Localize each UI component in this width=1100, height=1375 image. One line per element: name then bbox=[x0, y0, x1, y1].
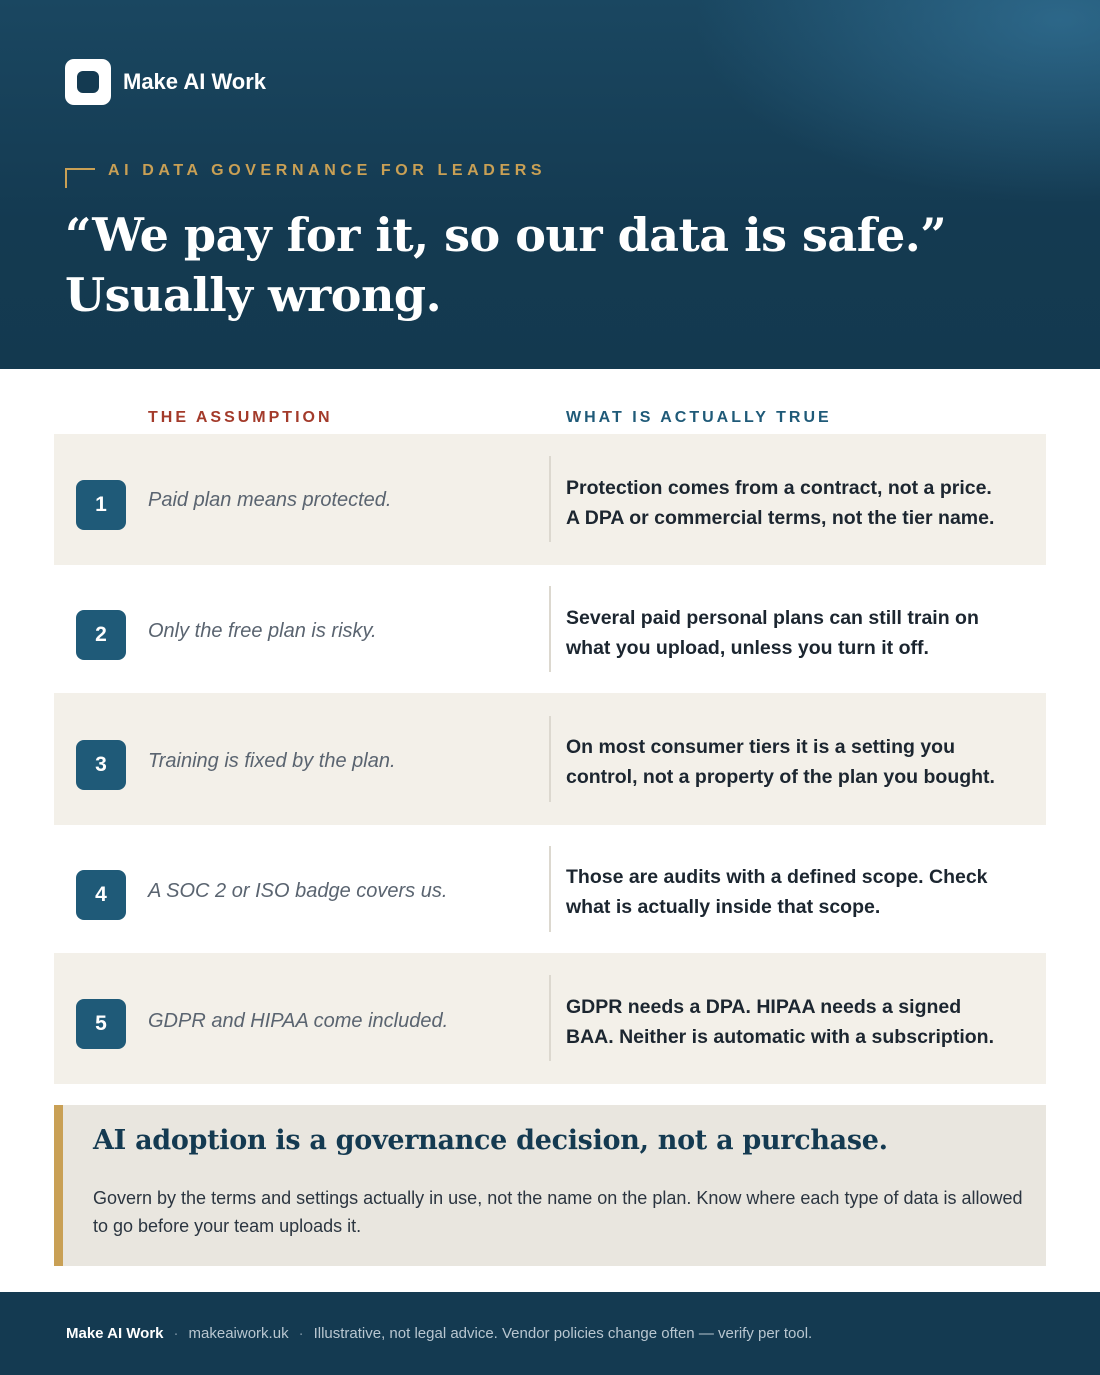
assumption-text: Training is fixed by the plan. bbox=[148, 750, 396, 772]
row-divider bbox=[549, 456, 551, 542]
row-divider bbox=[549, 716, 551, 802]
row-number-badge: 1 bbox=[76, 480, 126, 530]
footer-separator: · bbox=[298, 1325, 304, 1342]
row-number-badge: 2 bbox=[76, 610, 126, 660]
table-row bbox=[54, 565, 1046, 693]
truth-text bbox=[566, 992, 1036, 1052]
eyebrow bbox=[65, 162, 546, 188]
callout-body: Govern by the terms and settings actually in use, not the name on the plan. Know where each type of data is allowed to go before your team uploads it. bbox=[93, 1188, 1023, 1236]
table-row bbox=[54, 953, 1046, 1084]
corner-bracket-icon bbox=[65, 168, 95, 188]
row-number-badge: 3 bbox=[76, 740, 126, 790]
assumption-text: GDPR and HIPAA come included. bbox=[148, 1010, 449, 1032]
truth-line: control, not a property of the plan you bought. bbox=[566, 766, 995, 788]
eyebrow-text: AI DATA GOVERNANCE FOR LEADERS bbox=[108, 162, 547, 179]
row-divider bbox=[549, 975, 551, 1061]
brand[interactable] bbox=[65, 59, 266, 105]
brand-logo-icon bbox=[65, 59, 111, 105]
footer-brand: Make AI Work bbox=[66, 1325, 164, 1342]
column-header-truth: WHAT IS ACTUALLY TRUE bbox=[566, 409, 832, 426]
row-number-badge: 5 bbox=[76, 999, 126, 1049]
key-takeaway-callout bbox=[54, 1105, 1046, 1266]
footer-separator: · bbox=[173, 1325, 179, 1342]
footer-line bbox=[66, 1325, 812, 1342]
truth-text bbox=[566, 473, 1036, 533]
footer-site-link[interactable]: makeaiwork.uk bbox=[188, 1325, 289, 1342]
table-row bbox=[54, 434, 1046, 565]
assumption-text: Paid plan means protected. bbox=[148, 489, 392, 511]
page-header bbox=[0, 0, 1100, 369]
truth-line: On most consumer tiers it is a setting you bbox=[566, 736, 956, 758]
page-footer bbox=[0, 1292, 1100, 1375]
assumption-text: Only the free plan is risky. bbox=[148, 620, 377, 642]
table-row bbox=[54, 825, 1046, 953]
truth-line: A DPA or commercial terms, not the tier name. bbox=[566, 507, 995, 529]
brand-name: Make AI Work bbox=[123, 69, 267, 94]
truth-line: what is actually inside that scope. bbox=[566, 896, 881, 918]
row-divider bbox=[549, 846, 551, 932]
truth-line: Those are audits with a defined scope. Check bbox=[566, 866, 988, 888]
truth-line: Several paid personal plans can still train on bbox=[566, 607, 979, 629]
truth-line: BAA. Neither is automatic with a subscription. bbox=[566, 1026, 994, 1048]
row-divider bbox=[549, 586, 551, 672]
truth-line: Protection comes from a contract, not a price. bbox=[566, 477, 992, 499]
headline-quote: “We pay for it, so our data is safe.” bbox=[65, 208, 947, 262]
callout-title: AI adoption is a governance decision, not a purchase. bbox=[93, 1125, 888, 1156]
truth-text bbox=[566, 603, 1036, 663]
page-title bbox=[65, 205, 965, 325]
table-row bbox=[54, 693, 1046, 825]
truth-text bbox=[566, 862, 1036, 922]
footer-disclaimer: Illustrative, not legal advice. Vendor policies change often — verify per tool. bbox=[313, 1325, 813, 1342]
truth-line: what you upload, unless you turn it off. bbox=[566, 637, 929, 659]
callout-accent-bar bbox=[54, 1105, 63, 1266]
truth-text bbox=[566, 732, 1036, 792]
headline-verdict: Usually wrong. bbox=[65, 268, 442, 322]
assumption-text: A SOC 2 or ISO badge covers us. bbox=[148, 880, 448, 902]
row-number-badge: 4 bbox=[76, 870, 126, 920]
truth-line: GDPR needs a DPA. HIPAA needs a signed bbox=[566, 996, 962, 1018]
column-header-assumption: THE ASSUMPTION bbox=[148, 409, 333, 426]
